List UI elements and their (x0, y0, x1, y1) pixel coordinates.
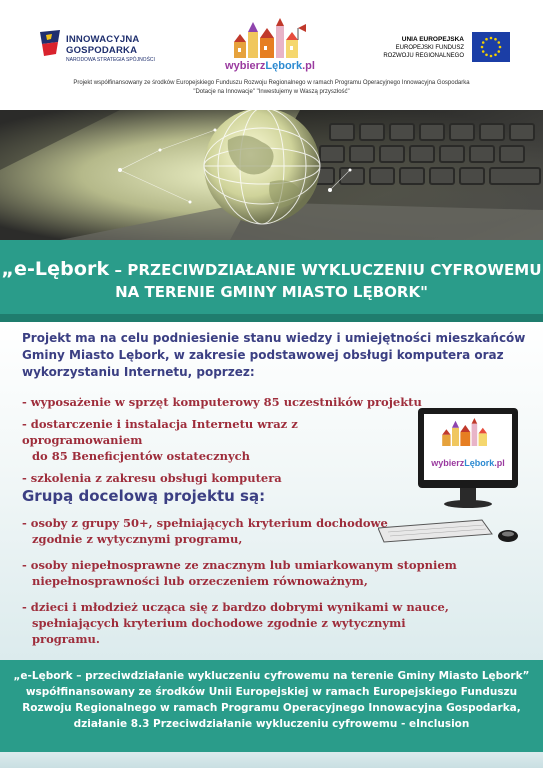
logo-left-line2: GOSPODARKA (66, 45, 138, 56)
eu-star-icon (494, 38, 497, 41)
town-illustration-icon (228, 18, 312, 62)
title-band (0, 240, 543, 322)
page-title (0, 258, 543, 301)
footer-line2: współfinansowany ze środków Unii Europejskiej w ramach Europejskiego Funduszu (25, 686, 518, 698)
laptop-globe-banner (0, 110, 543, 240)
bottom-strip (0, 752, 543, 768)
footer (0, 660, 543, 752)
eu-logo-line1: UNIA EUROPEJSKA (401, 36, 464, 43)
list-item: - osoby niepełnosprawne ze znacznym lub umiarkowanym stopniem niepełnosprawności lub orzeczeniem równoważnym, (22, 558, 457, 588)
eu-star-icon (494, 53, 497, 56)
title-stripe (0, 314, 543, 322)
title-line1-big: „e-Lębork (1, 258, 110, 280)
eu-logo (384, 32, 524, 68)
eu-flag-icon (472, 32, 510, 62)
logo-left-line1: INNOWACYJNA (66, 34, 140, 45)
monitor-caption: wybierzLębork.pl (431, 458, 505, 468)
eu-star-icon (481, 46, 484, 49)
cofinancing-note (0, 79, 543, 97)
list-item: - dzieci i młodzież ucząca się z bardzo dobrymi wynikami w nauce, spełniających kryterium dochodowe zgodnie z wytycznymi programu. (22, 600, 449, 646)
footer-line1: „e-Lębork – przeciwdziałanie wykluczeniu cyfrowemu na terenie Gminy Miasto Lębork” (13, 670, 530, 682)
footer-line3: Rozwoju Regionalnego w ramach Programu Operacyjnego Innowacyjna Gospodarka, (22, 702, 521, 714)
eu-star-icon (499, 46, 502, 49)
eu-star-icon (485, 38, 488, 41)
header (0, 0, 543, 110)
logo-left-line3: NARODOWA STRATEGIA SPÓJNOŚCI (66, 57, 155, 63)
intro-paragraph: Projekt ma na celu podniesienie stanu wiedzy i umiejętności mieszkańców Gminy Miasto Lębork, w zakresie podstawowej obsługi komputera oraz wykorzystaniu Internetu, poprzez: (22, 331, 526, 379)
title-line2: NA TERENIE GMINY MIASTO LĘBORK" (115, 283, 428, 301)
eu-star-icon (490, 55, 493, 58)
innowacyjna-gospodarka-logo (40, 30, 160, 70)
activities-list (22, 394, 422, 492)
desktop-computer-illustration (378, 408, 528, 548)
cofinancing-line1: Projekt współfinansowany ze środków Europejskiego Funduszu Rozwoju Regionalnego w ramach Programu Operacyjnego Innowacyjna Gospodarka (73, 80, 470, 86)
eu-logo-line3: ROZWOJU REGIONALNEGO (383, 53, 464, 59)
title-line1 (0, 258, 543, 280)
wybierz-lebork-logo (220, 18, 320, 74)
eu-star-icon (497, 50, 500, 53)
list-item: - osoby z grupy 50+, spełniających kryterium dochodowe zgodnie z wytycznymi programu, (22, 516, 388, 546)
footer-line4: działanie 8.3 Przeciwdziałanie wykluczeniu cyfrowemu - eInclusion (73, 718, 470, 730)
eu-logo-line2: EUROPEJSKI FUNDUSZ (395, 45, 464, 51)
cofinancing-line2: "Dotacje na Innowacje" "Inwestujemy w Waszą przyszłość" (193, 89, 350, 95)
flag-icon (40, 30, 62, 56)
main-content (0, 322, 543, 660)
eu-star-icon (482, 50, 485, 53)
list-item: - dostarczenie i instalacja Internetu wraz z oprogramowaniem do 85 Beneficjentów ostatecznych (22, 417, 298, 463)
eu-star-icon (497, 41, 500, 44)
city-logo-caption: wybierzLębork.pl (225, 60, 315, 72)
eu-star-icon (485, 53, 488, 56)
eu-star-icon (490, 37, 493, 40)
laptop-globe-image (0, 110, 543, 240)
computer-icon (378, 408, 528, 548)
eu-star-icon (482, 41, 485, 44)
list-item: - wyposażenie w sprzęt komputerowy 85 uczestników projektu (22, 395, 422, 409)
title-line1-rest: – PRZECIWDZIAŁANIE WYKLUCZENIU CYFROWEMU (109, 261, 542, 279)
target-group-heading: Grupą docelową projektu są: (22, 487, 266, 505)
list-item: - szkolenia z zakresu obsługi komputera (22, 471, 282, 485)
footer-text (0, 668, 543, 732)
